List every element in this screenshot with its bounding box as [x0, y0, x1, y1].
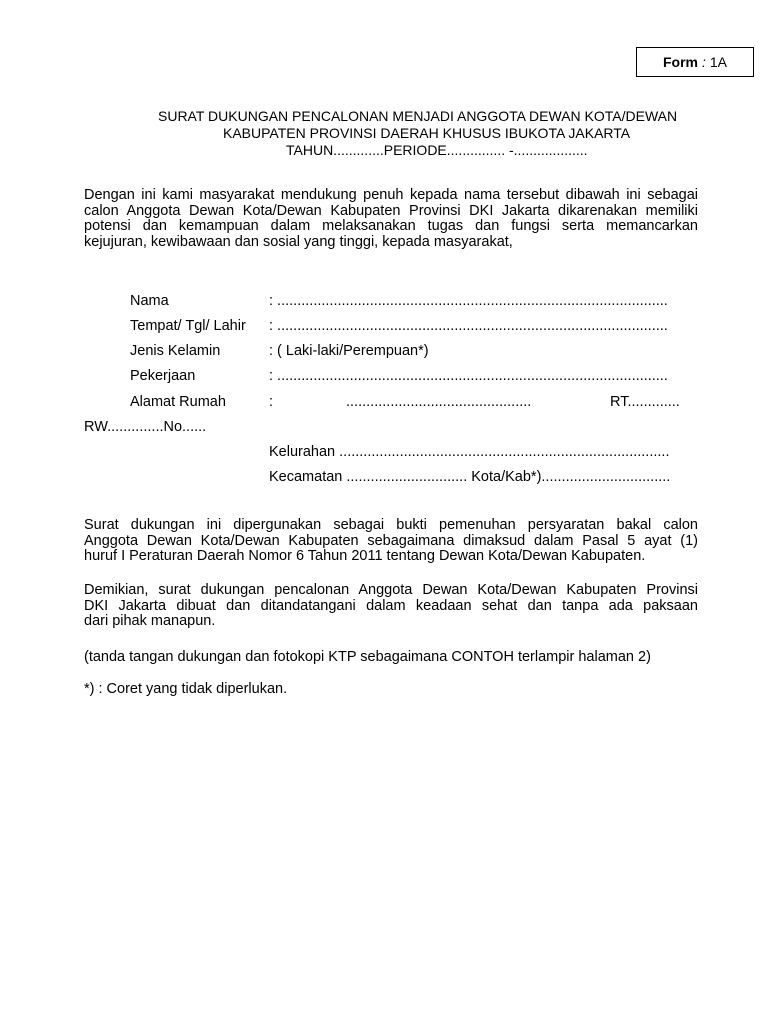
- title-line-3: TAHUN.............PERIODE............... -...................: [286, 142, 588, 158]
- field-alamat-rt: RT.............: [610, 394, 680, 410]
- field-alamat-dots: ..............................................: [346, 394, 532, 410]
- title-line-2: KABUPATEN PROVINSI DAERAH KHUSUS IBUKOTA JAKARTA: [223, 125, 631, 141]
- purpose-line: Anggota Dewan Kota/Dewan Kabupaten sebagaimana dimaksud dalam Pasal 5 ayat (1): [84, 532, 698, 549]
- field-pekerjaan-label: Pekerjaan: [130, 368, 196, 384]
- field-jk-label: Jenis Kelamin: [130, 343, 221, 359]
- form-separator: :: [701, 54, 706, 70]
- field-jk-value: : ( Laki-laki/Perempuan*): [269, 343, 429, 359]
- field-ttl-value: : .................................................................................................: [269, 318, 668, 334]
- intro-paragraph: [84, 188, 698, 250]
- purpose-paragraph: [84, 518, 698, 565]
- field-alamat-label: Alamat Rumah: [130, 394, 226, 410]
- closing-line: Demikian, surat dukungan pencalonan Anggota Dewan Kota/Dewan Kabupaten Provinsi: [84, 582, 698, 598]
- form-code-box: [636, 47, 754, 77]
- footnote: *) : Coret yang tidak diperlukan.: [84, 681, 288, 697]
- signature-note: (tanda tangan dukungan dan fotokopi KTP sebagaimana CONTOH terlampir halaman 2): [84, 649, 651, 665]
- intro-line: potensi dan kemampuan dalam melaksanakan tugas dan fungsi serta memancarkan: [84, 218, 698, 234]
- field-kelurahan: Kelurahan ..................................................................................: [269, 444, 670, 460]
- form-value: 1A: [709, 54, 727, 70]
- closing-paragraph: [84, 583, 698, 630]
- closing-line: DKI Jakarta dibuat dan ditandatangani dalam keadaan sehat dan tanpa ada paksaan: [84, 597, 698, 614]
- purpose-line: huruf I Peraturan Daerah Nomor 6 Tahun 2011 tentang Dewan Kota/Dewan Kabupaten.: [84, 548, 646, 564]
- intro-line: calon Anggota Dewan Kota/Dewan Kabupaten Provinsi DKI Jakarta dikarenakan memiliki: [84, 202, 698, 219]
- form-label: Form: [662, 54, 698, 70]
- closing-line: dari pihak manapun.: [84, 613, 216, 629]
- intro-line: Dengan ini kami masyarakat mendukung penuh kepada nama tersebut dibawah ini sebagai: [84, 187, 698, 203]
- field-alamat-colon: :: [269, 394, 274, 410]
- purpose-line: Surat dukungan ini dipergunakan sebagai bukti pemenuhan persyaratan bakal calon: [84, 517, 698, 533]
- field-kecamatan: Kecamatan .............................. Kota/Kab*)................................: [269, 469, 671, 485]
- intro-line: kejujuran, kewibawaan dan sosial yang tinggi, kepada masyarakat,: [84, 233, 513, 250]
- field-pekerjaan-value: : .................................................................................................: [269, 368, 668, 384]
- field-nama-value: : .................................................................................................: [269, 293, 668, 309]
- field-alamat-rw: RW..............No......: [84, 419, 207, 435]
- field-ttl-label: Tempat/ Tgl/ Lahir: [130, 318, 246, 334]
- field-nama-label: Nama: [130, 293, 169, 309]
- title-line-1: SURAT DUKUNGAN PENCALONAN MENJADI ANGGOTA DEWAN KOTA/DEWAN: [158, 108, 678, 124]
